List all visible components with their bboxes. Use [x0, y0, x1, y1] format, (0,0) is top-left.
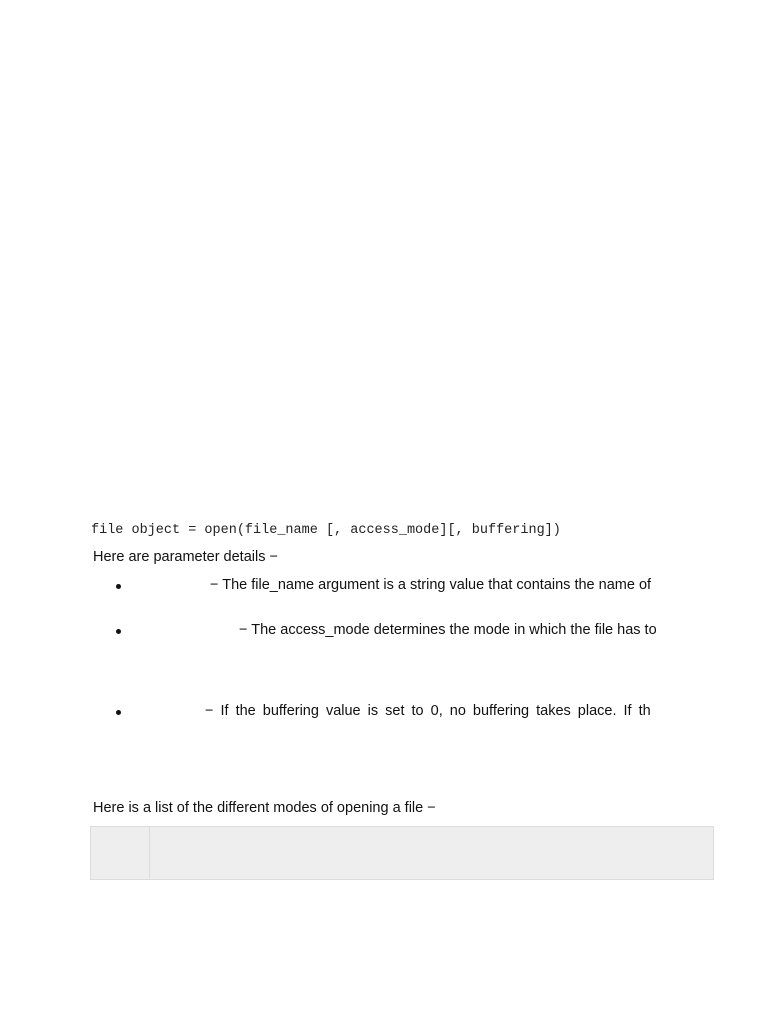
parameter-details-intro: Here are parameter details − [93, 549, 278, 565]
modes-list-intro: Here is a list of the different modes of opening a file − [93, 800, 436, 816]
bullet-icon [116, 584, 121, 589]
bullet-icon [116, 629, 121, 634]
param-access-mode-description: − The access_mode determines the mode in which the file has to [239, 622, 657, 638]
modes-table-header [90, 826, 714, 880]
modes-table-header-cell [91, 827, 150, 879]
modes-table-header-cell [150, 827, 713, 879]
param-buffering-description: − If the buffering value is set to 0, no buffering takes place. If th [205, 703, 651, 719]
param-file-name-description: − The file_name argument is a string value that contains the name of [210, 577, 652, 593]
bullet-icon [116, 710, 121, 715]
code-syntax-line: file object = open(file_name [, access_mode][, buffering]) [91, 523, 561, 538]
list-item [0, 575, 768, 595]
list-item [0, 620, 768, 640]
list-item [0, 701, 768, 721]
